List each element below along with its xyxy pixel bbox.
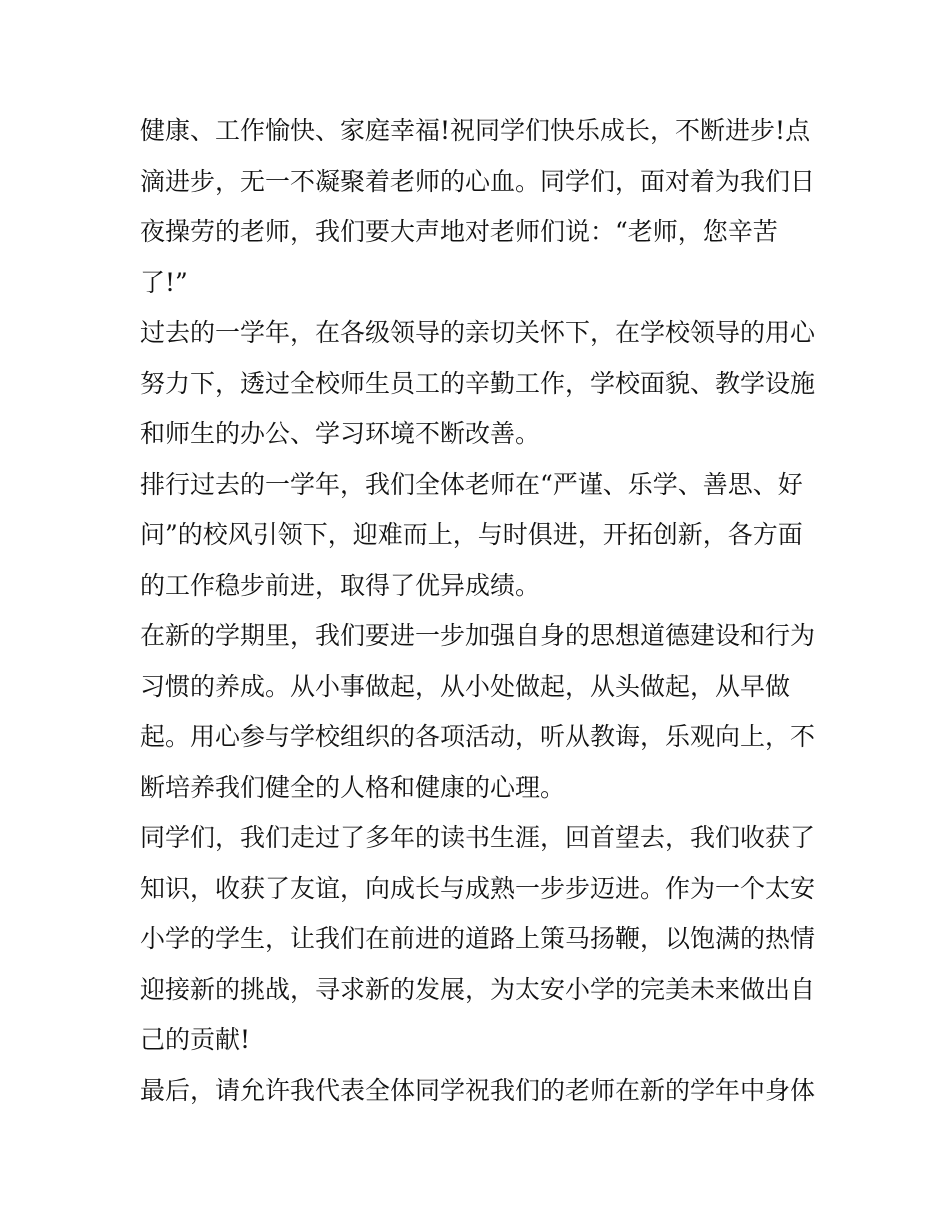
paragraph-6: 最后，请允许我代表全体同学祝我们的老师在新的学年中身体 xyxy=(140,1075,816,1105)
paragraph-2: 过去的一学年，在各级领导的亲切关怀下，在学校领导的用心努力下，透过全校师生员工的辛勤工作，学校面貌、教学设施和师生的办公、学习环境不断改善。 xyxy=(140,318,816,448)
paragraph-5: 同学们，我们走过了多年的读书生涯，回首望去，我们收获了知识，收获了友谊，向成长与成熟一步步迈进。作为一个太安小学的学生，让我们在前进的道路上策马扬鞭，以饱满的热情迎接新的挑战，寻求新的发展，为太安小学的完美未来做出自己的贡献! xyxy=(140,823,816,1054)
document-body xyxy=(140,106,815,1116)
paragraph-1: 健康、工作愉快、家庭幸福!祝同学们快乐成长，不断进步!点滴进步，无一不凝聚着老师的心血。同学们，面对着为我们日夜操劳的老师，我们要大声地对老师们说：“老师，您辛苦了!” xyxy=(140,116,816,297)
paragraph-3: 排行过去的一学年，我们全体老师在“严谨、乐学、善思、好问”的校风引领下，迎难而上，与时俱进，开拓创新，各方面的工作稳步前进，取得了优异成绩。 xyxy=(140,469,803,600)
paragraph-4: 在新的学期里，我们要进一步加强自身的思想道德建设和行为习惯的养成。从小事做起，从小处做起，从头做起，从早做起。用心参与学校组织的各项活动，听从教诲，乐观向上，不断培养我们健全的人格和健康的心理。 xyxy=(140,621,816,802)
